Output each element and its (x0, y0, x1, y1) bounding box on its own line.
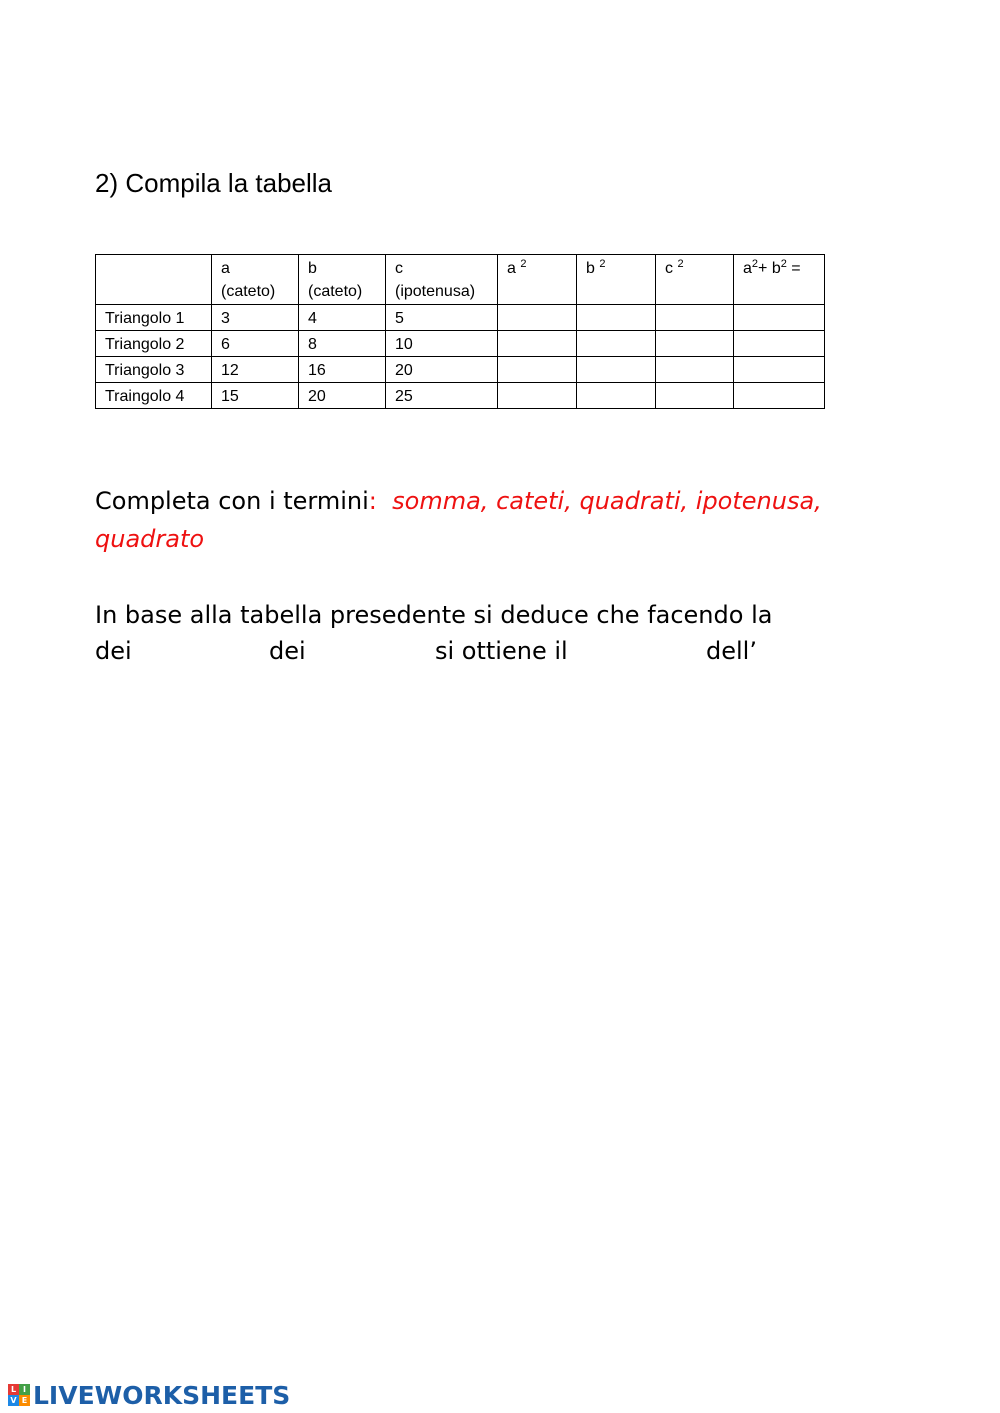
answer-sum-squares[interactable] (734, 331, 825, 357)
header-sum-squares (734, 255, 825, 305)
logo-mark-icon (8, 1384, 30, 1406)
fill-word-si-ottiene: si ottiene il (435, 637, 568, 665)
header-a-label: a (221, 260, 230, 277)
cell-c: 5 (386, 305, 498, 331)
cell-c: 10 (386, 331, 498, 357)
header-sum-a: a (743, 260, 752, 277)
cell-a: 6 (212, 331, 299, 357)
header-c-sub: (ipotenusa) (395, 283, 476, 300)
header-sum-eq: = (786, 260, 801, 277)
table-row (96, 305, 825, 331)
header-sum-b-exp: 2 (780, 258, 787, 270)
word-bank-instruction (95, 482, 875, 558)
header-b-sub: (cateto) (308, 283, 363, 300)
answer-a-squared[interactable] (498, 305, 577, 331)
fill-word-dei-2: dei (269, 637, 306, 665)
answer-sum-squares[interactable] (734, 305, 825, 331)
cell-a: 15 (212, 383, 299, 409)
logo-mark-letter: I (19, 1384, 30, 1395)
answer-c-squared[interactable] (656, 331, 734, 357)
fill-sentence-line1: In base alla tabella presedente si deduce che facendo la (95, 601, 773, 629)
answer-b-squared[interactable] (577, 305, 656, 331)
header-c2-base: c (665, 260, 673, 277)
answer-b-squared[interactable] (577, 383, 656, 409)
cell-b: 20 (299, 383, 386, 409)
exercise-table (95, 254, 825, 409)
logo-mark-letter: L (8, 1384, 19, 1395)
answer-a-squared[interactable] (498, 357, 577, 383)
header-sum-b: + b (758, 260, 781, 277)
header-c-squared (656, 255, 734, 305)
cell-a: 12 (212, 357, 299, 383)
answer-c-squared[interactable] (656, 357, 734, 383)
answer-a-squared[interactable] (498, 383, 577, 409)
answer-b-squared[interactable] (577, 331, 656, 357)
header-b2-exp: 2 (599, 258, 606, 270)
header-b-squared (577, 255, 656, 305)
fill-word-dei-1: dei (95, 637, 132, 665)
cell-c: 20 (386, 357, 498, 383)
header-c-label: c (395, 260, 403, 277)
cell-b: 8 (299, 331, 386, 357)
table-row (96, 383, 825, 409)
header-sum-a-exp: 2 (751, 258, 759, 270)
header-c2-exp: 2 (677, 258, 684, 270)
answer-b-squared[interactable] (577, 357, 656, 383)
table-row (96, 331, 825, 357)
row-label: Triangolo 3 (96, 357, 212, 383)
header-empty-cell (96, 255, 212, 305)
instruction-lead: Completa con i termini (95, 487, 369, 515)
exercise-heading: 2) Compila la tabella (95, 168, 333, 198)
logo-mark-letter: E (19, 1395, 30, 1406)
liveworksheets-logo (8, 1381, 290, 1409)
cell-b: 16 (299, 357, 386, 383)
logo-mark-letter: V (8, 1395, 19, 1406)
row-label: Triangolo 1 (96, 305, 212, 331)
word-bank-terms: somma, cateti, quadrati, ipotenusa, quadrato (95, 487, 822, 553)
answer-c-squared[interactable] (656, 383, 734, 409)
cell-a: 3 (212, 305, 299, 331)
header-b-cateto (299, 255, 386, 305)
row-label: Triangolo 2 (96, 331, 212, 357)
cell-c: 25 (386, 383, 498, 409)
table-header-row (96, 255, 825, 305)
header-a2-base: a (507, 260, 516, 277)
header-a-squared (498, 255, 577, 305)
table-row (96, 357, 825, 383)
fill-word-dell: dell’ (706, 637, 757, 665)
row-label: Traingolo 4 (96, 383, 212, 409)
header-b2-base: b (586, 260, 595, 277)
header-c-ipotenusa (386, 255, 498, 305)
answer-sum-squares[interactable] (734, 357, 825, 383)
answer-sum-squares[interactable] (734, 383, 825, 409)
logo-text: LIVEWORKSHEETS (33, 1380, 291, 1410)
header-b-label: b (308, 260, 317, 277)
answer-c-squared[interactable] (656, 305, 734, 331)
cell-b: 4 (299, 305, 386, 331)
instruction-colon: : (368, 487, 377, 515)
header-a2-exp: 2 (520, 258, 527, 270)
header-a-sub: (cateto) (221, 283, 276, 300)
answer-a-squared[interactable] (498, 331, 577, 357)
header-a-cateto (212, 255, 299, 305)
